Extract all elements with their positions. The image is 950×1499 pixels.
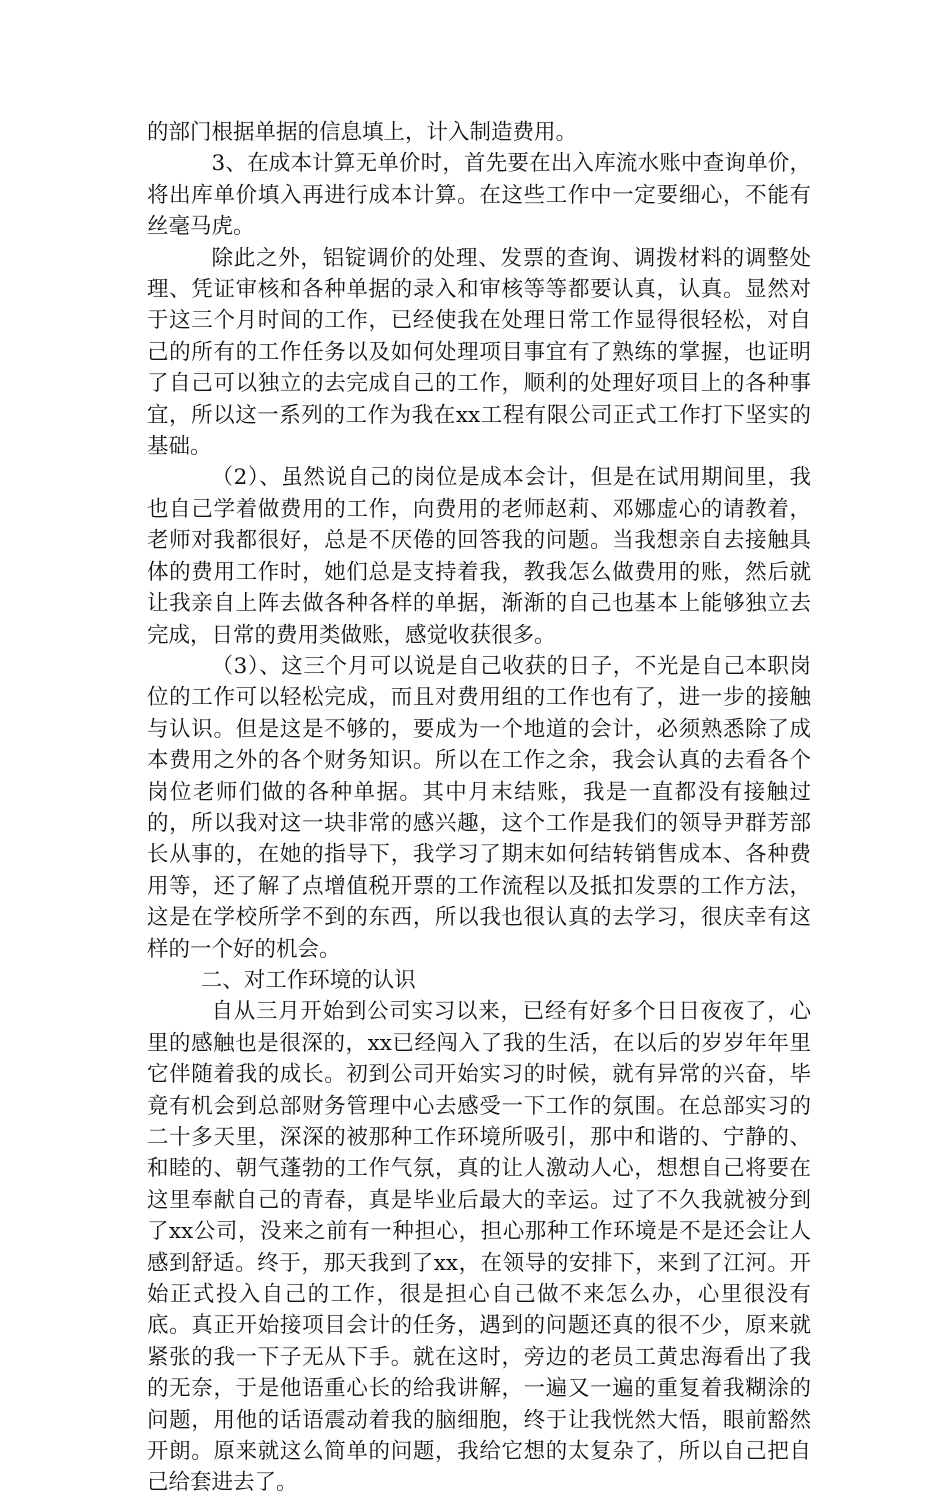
section-heading-work-environment: 二、对工作环境的认识 <box>200 967 416 993</box>
paragraph-item-3: 3、在成本计算无单价时，首先要在出入库流水账中查询单价，将出库单价填入再进行成本计算。在这些工作中一定要细心，不能有丝毫马虎。 <box>147 151 811 240</box>
document-body <box>147 117 811 1499</box>
paragraph-section-3: （3）、这三个月可以说是自己收获的日子，不光是自己本职岗位的工作可以轻松完成，而且对费用组的工作也有了，进一步的接触与认识。但是这是不够的，要成为一个地道的会计，必须熟悉除了成本费用之外的各个财务知识。所以在工作之余，我会认真的去看各个岗位老师们做的各种单据。其中月末结账，我是一直都没有接触过的，所以我对这一块非常的感兴趣，这个工作是我们的领导尹群芳部长从事的，在她的指导下，我学习了期末如何结转销售成本、各种费用等，还了解了点增值税开票的工作流程以及抵扣发票的工作方法，这是在学校所学不到的东西，所以我也很认真的去学习，很庆幸有这样的一个好的机会。 <box>147 653 811 962</box>
paragraph-work-environment: 自从三月开始到公司实习以来，已经有好多个日日夜夜了，心里的感触也是很深的，xx已经闯入了我的生活，在以后的岁岁年年里它伴随着我的成长。初到公司开始实习的时候，就有异常的兴奋，毕竟有机会到总部财务管理中心去感受一下工作的氛围。在总部实习的二十多天里，深深的被那种工作环境所吸引，那中和谐的、宁静的、和睦的、朝气蓬勃的工作气氛，真的让人激动人心，想想自己将要在这里奉献自己的青春，真是毕业后最大的幸运。过了不久我就被分到了xx公司，没来之前有一种担心，担心那种工作环境是不是还会让人感到舒适。终于，那天我到了xx，在领导的安排下，来到了江河。开始正式投入自己的工作，很是担心自己做不来怎么办，心里很没有底。真正开始接项目会计的任务，遇到的问题还真的很不少，原来就紧张的我一下子无从下手。就在这时，旁边的老员工黄忠海看出了我的无奈，于是他语重心长的给我讲解，一遍又一遍的重复着我糊涂的问题，用他的话语震动着我的脑细胞，终于让我恍然大悟，眼前豁然开朗。原来就这么简单的问题，我给它想的太复杂了，所以自己把自己给套进去了。 <box>147 999 811 1496</box>
paragraph-continuation: 的部门根据单据的信息填上，计入制造费用。 <box>147 120 578 145</box>
paragraph-section-2: （2）、虽然说自己的岗位是成本会计，但是在试用期间里，我也自己学着做费用的工作，向费用的老师赵莉、邓娜虚心的请教着，老师对我都很好，总是不厌倦的回答我的问题。当我想亲自去接触具体的费用工作时，她们总是支持着我，教我怎么做费用的账，然后就让我亲自上阵去做各种各样的单据，渐渐的自己也基本上能够独立去完成，日常的费用类做账，感觉收获很多。 <box>147 465 811 648</box>
paragraph-other-tasks: 除此之外，铝锭调价的处理、发票的查询、调拨材料的调整处理、凭证审核和各种单据的录入和审核等等都要认真，认真。显然对于这三个月时间的工作，已经使我在处理日常工作显得很轻松，对自己的所有的工作任务以及如何处理项目事宜有了熟练的掌握，也证明了自己可以独立的去完成自己的工作，顺利的处理好项目上的各种事宜，所以这一系列的工作为我在xx工程有限公司正式工作打下坚实的基础。 <box>147 245 811 460</box>
